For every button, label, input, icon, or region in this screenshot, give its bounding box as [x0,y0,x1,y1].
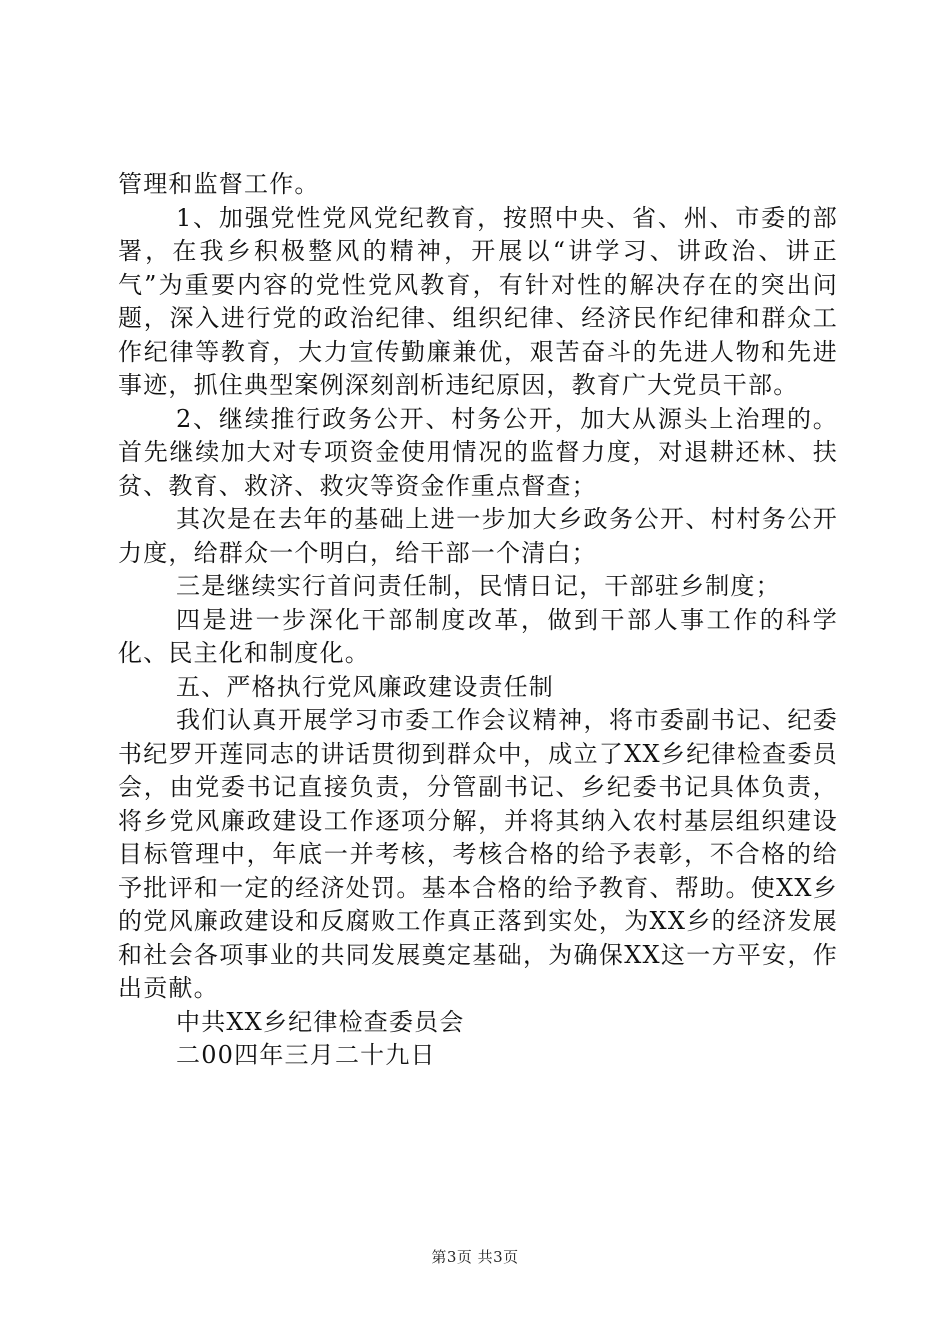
paragraph-fourthly: 四是进一步深化干部制度改革，做到干部人事工作的科学化、民主化和制度化。 [118,605,838,667]
page-footer [0,1246,950,1267]
signature-date: 二00四年三月二十九日 [176,1041,436,1069]
signature-organization: 中共XX乡纪律检查委员会 [176,1007,465,1036]
page-number: 第3页 共3页 [431,1248,519,1266]
paragraph-secondly: 其次是在去年的基础上进一步加大乡政务公开、村村务公开力度，给群众一个明白，给干部一个清白； [118,505,838,567]
paragraph-summary: 我们认真开展学习市委工作会议精神，将市委副书记、纪委书纪罗开莲同志的讲话贯彻到群众中，成立了XX乡纪律检查委员会，由党委书记直接负责，分管副书记、乡纪委书记具体负责，将乡党风廉政建设工作逐项分解，并将其纳入农村基层组织建设目标管理中，年底一并考核，考核合格的给予表彰，不合格的给予批评和一定的经济处罚。基本合格的给予教育、帮助。使XX乡的党风廉政建设和反腐败工作真正落到实处，为XX乡的经济发展和社会各项事业的共同发展奠定基础，为确保XX这一方平安，作出贡献。 [118,706,838,1002]
paragraph-item-1: 1、加强党性党风党纪教育，按照中央、省、州、市委的部署，在我乡积极整风的精神，开展以“讲学习、讲政治、讲正气”为重要内容的党性党风教育，有针对性的解决存在的突出问题，深入进行党的政治纪律、组织纪律、经济民作纪律和群众工作纪律等教育，大力宣传勤廉兼优，艰苦奋斗的先进人物和先进事迹，抓住典型案例深刻剖析违纪原因，教育广大党员干部。 [118,203,838,399]
paragraph-continuation: 管理和监督工作。 [118,170,320,198]
document-body [118,168,838,1073]
paragraph-thirdly: 三是继续实行首问责任制，民情日记，干部驻乡制度； [176,572,781,600]
section-heading-five: 五、严格执行党风廉政建设责任制 [176,672,554,701]
paragraph-item-2: 2、继续推行政务公开、村务公开，加大从源头上治理的。首先继续加大对专项资金使用情况的监督力度，对退耕还林、扶贫、教育、救济、救灾等资金作重点督查； [118,404,838,500]
